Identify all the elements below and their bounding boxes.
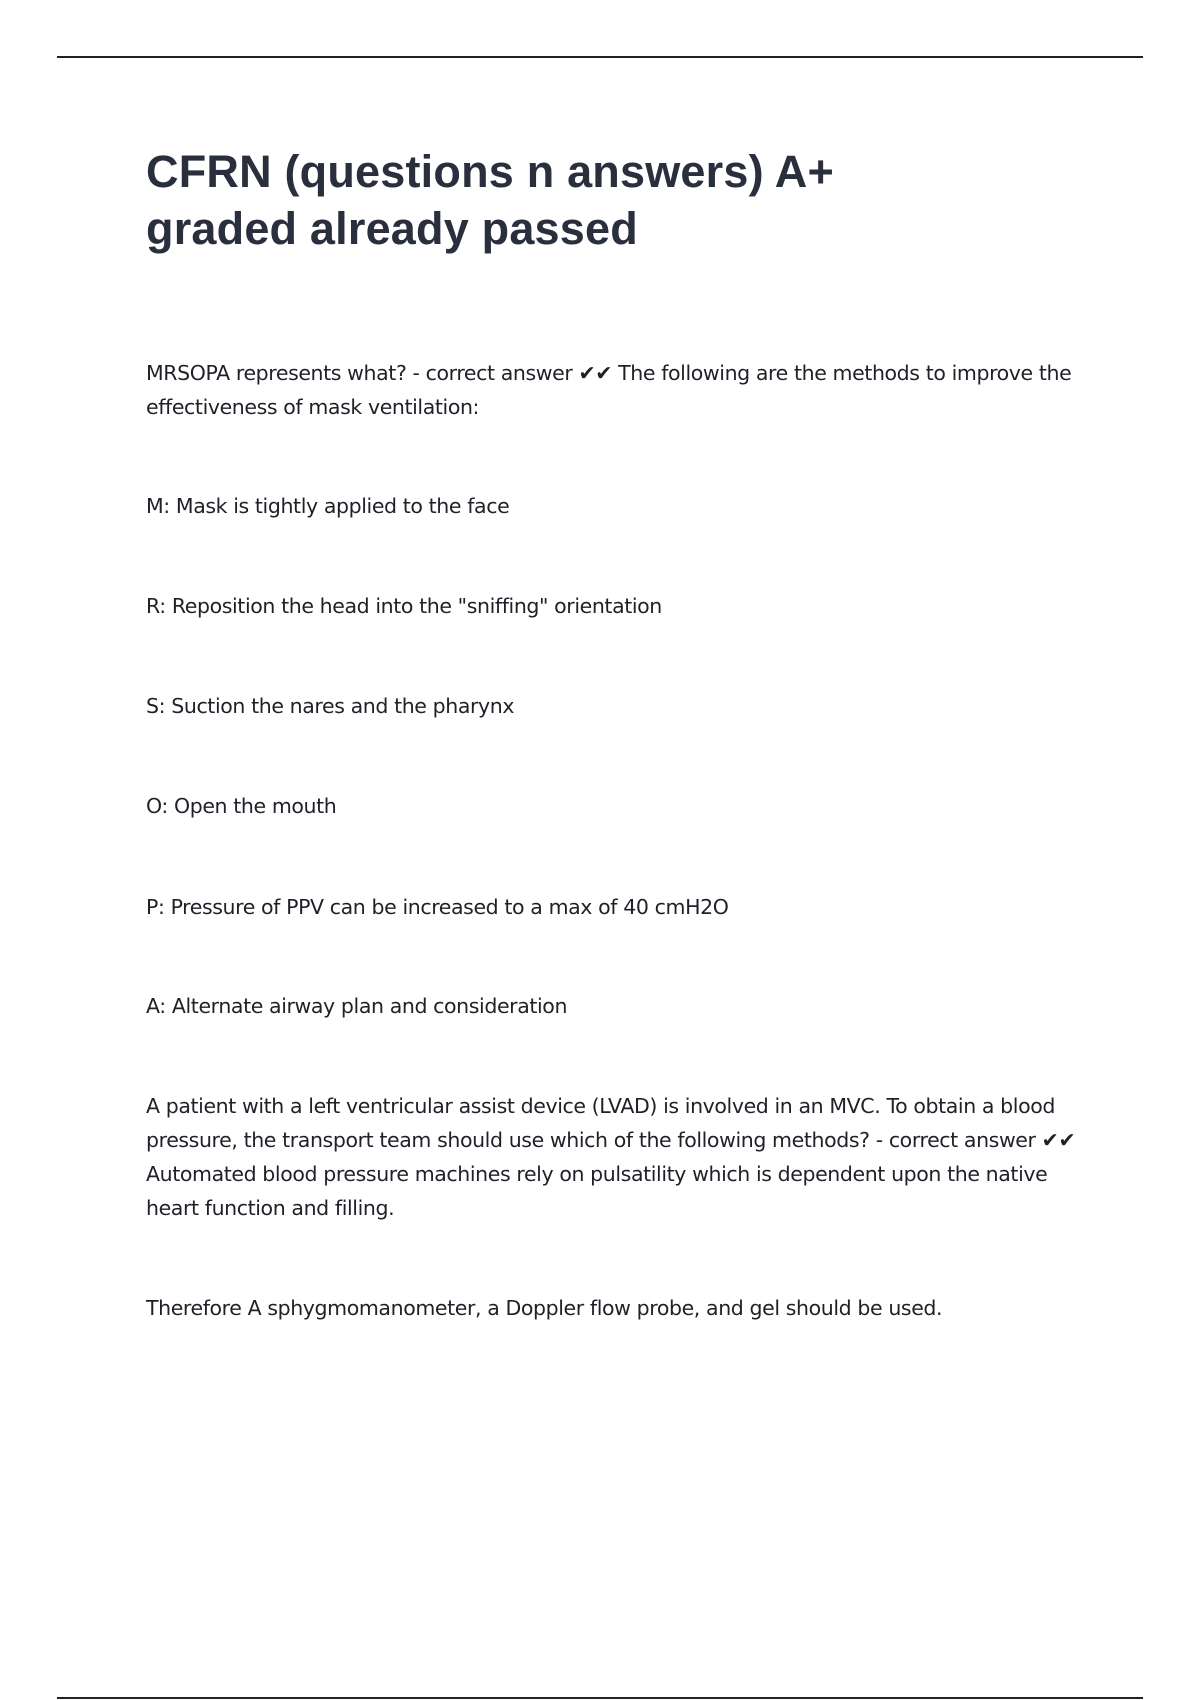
paragraph-suction: S: Suction the nares and the pharynx bbox=[146, 694, 515, 718]
paragraph-mrsopa-question: MRSOPA represents what? - correct answer ✔✔ The following are the methods to improve the effectiveness of mask ventilation: bbox=[146, 361, 1072, 419]
paragraph-lvad-question: A patient with a left ventricular assist device (LVAD) is involved in an MVC. To obtain a blood pressure, the transport team should use which of the following methods? - correct answer ✔✔ Automated blood pressure machines rely on pulsatility which is dependent upon the native heart function and filling. bbox=[146, 1094, 1076, 1220]
paragraph-pressure: P: Pressure of PPV can be increased to a max of 40 cmH2O bbox=[146, 895, 729, 919]
top-divider bbox=[57, 56, 1143, 58]
page-title: CFRN (questions n answers) A+ graded already passed bbox=[146, 146, 834, 254]
paragraph-alternate-airway: A: Alternate airway plan and consideration bbox=[146, 994, 568, 1018]
paragraph-reposition: R: Reposition the head into the "sniffing" orientation bbox=[146, 594, 662, 618]
paragraph-lvad-conclusion: Therefore A sphygmomanometer, a Doppler flow probe, and gel should be used. bbox=[146, 1296, 943, 1320]
paragraph-mask: M: Mask is tightly applied to the face bbox=[146, 494, 510, 518]
paragraph-open-mouth: O: Open the mouth bbox=[146, 794, 337, 818]
bottom-divider bbox=[57, 1697, 1143, 1699]
document-body bbox=[146, 143, 1086, 1320]
